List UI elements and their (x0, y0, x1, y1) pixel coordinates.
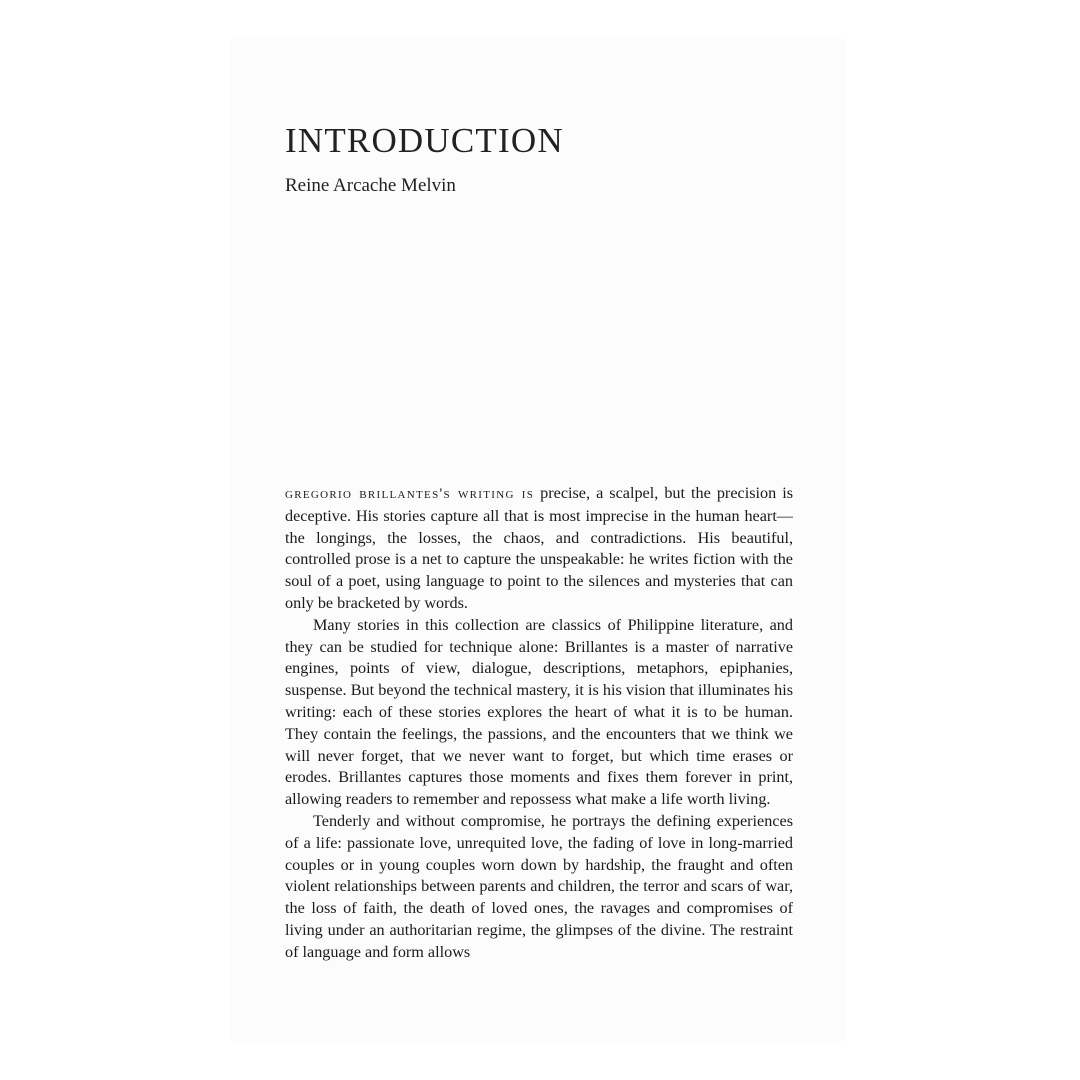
paragraph-2: Many stories in this collection are classics of Philippine literature, and they can be studied for technique alone: Brillantes is a master of narrative engines, points of view, dialogue, descriptions, metaphors, epiphanies, suspense. But beyond the technical mastery, it is his vision that illuminates his writing: each of these stories explores the heart of what it is to be human. They contain the feelings, the passions, and the encounters that we think we will never forget, that we never want to forget, but which time erases or erodes. Brillantes captures those moments and fixes them forever in print, allowing readers to remember and repossess what make a life worth living. (285, 615, 793, 809)
chapter-author: Reine Arcache Melvin (285, 175, 456, 196)
paragraph-1 (285, 483, 793, 615)
paragraph-3: Tenderly and without compromise, he portrays the defining experiences of a life: passionate love, unrequited love, the fading of love in long-married couples or in young couples worn down by hardship, the fraught and often violent relationships between parents and children, the terror and scars of war, the loss of faith, the death of loved ones, the ravages and compromises of living under an authoritarian regime, the glimpses of the divine. The restraint of language and form allows (285, 811, 793, 961)
chapter-title: INTRODUCTION (285, 121, 564, 160)
page-content (285, 118, 794, 961)
paragraph-lead-in: gregorio brillantes's writing is (285, 486, 535, 502)
paragraph-1-text: precise, a scalpel, but the precision is deceptive. His stories capture all that is most imprecise in the human heart—the longings, the losses, the chaos, and contradictions. His beautiful, controlled prose is a net to capture the unspeakable: he writes fiction with the soul of a poet, using language to point to the silences and mysteries that can only be bracketed by words. (285, 484, 794, 612)
body-text (285, 483, 793, 964)
